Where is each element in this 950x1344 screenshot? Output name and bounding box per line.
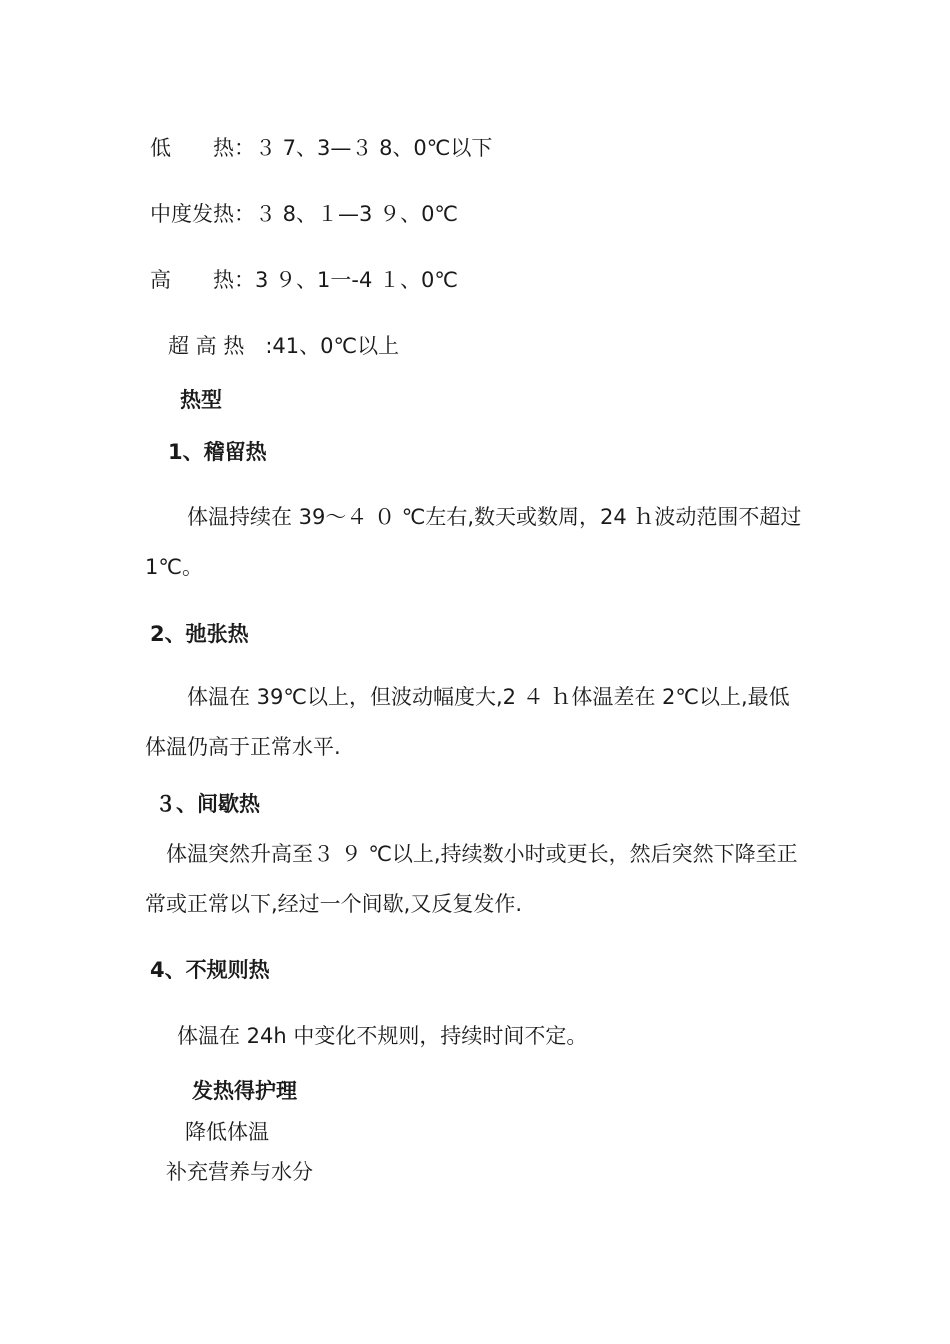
nursing-item-1: 降低体温 bbox=[185, 1120, 269, 1144]
fever-type-title-2: 2、弛张热 bbox=[150, 622, 249, 646]
fever-type-description-1: 体温持续在 39～４ ０ ℃左右,数天或数周，24 ｈ波动范围不超过 1℃。 bbox=[145, 505, 802, 579]
fever-type-description-2: 体温在 39℃以上，但波动幅度大,2 ４ ｈ体温差在 2℃以上,最低体温仍高于正常水平. bbox=[145, 685, 790, 759]
fever-grade-high: 高 热：3 ９、1一-4 １、0℃ bbox=[150, 268, 458, 292]
fever-type-title-3: ３、间歇热 bbox=[155, 792, 260, 816]
nursing-item-2: 补充营养与水分 bbox=[166, 1160, 313, 1184]
fever-types-heading: 热型 bbox=[180, 388, 222, 412]
fever-type-description-3: 体温突然升高至３ ９ ℃以上,持续数小时或更长，然后突然下降至正常或正常以下,经过一个间歇,又反复发作. bbox=[145, 842, 798, 916]
fever-grade-low: 低 热：３ 7、3—３ 8、0℃以下 bbox=[150, 136, 493, 160]
fever-grade-extreme: 超 高 热 :41、0℃以上 bbox=[168, 334, 400, 358]
fever-type-title-1: 1、稽留热 bbox=[168, 440, 267, 464]
fever-type-description-4: 体温在 24h 中变化不规则，持续时间不定。 bbox=[177, 1024, 588, 1048]
fever-grade-moderate: 中度发热：３ 8、１—3 ９、0℃ bbox=[150, 202, 459, 226]
fever-type-title-4: 4、不规则热 bbox=[150, 958, 270, 982]
nursing-heading: 发热得护理 bbox=[192, 1079, 297, 1103]
